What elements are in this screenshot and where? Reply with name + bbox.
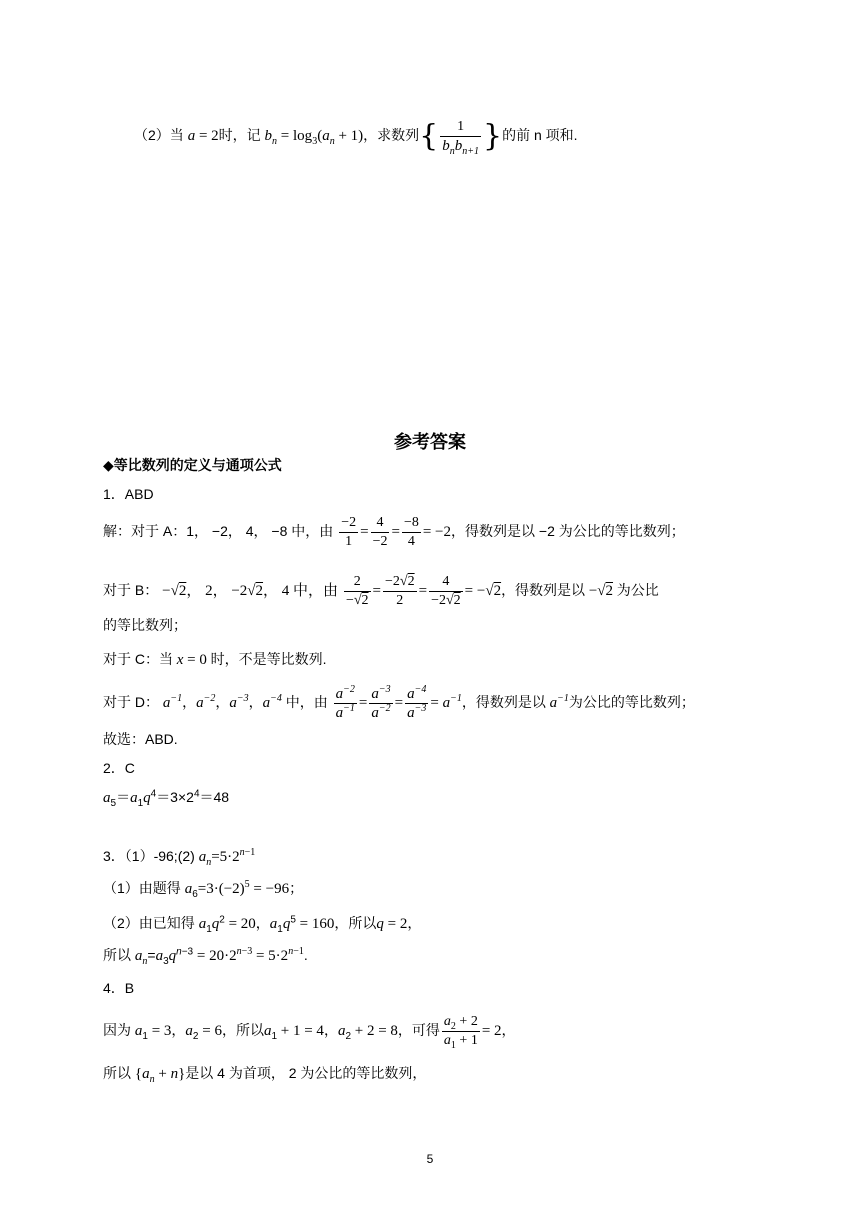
a1-d-label: 对于 D：: [103, 694, 159, 711]
a3-p3-label: 所以: [103, 947, 131, 963]
a2-formula: $a_5=a_1q^4=3\times 2^4=48$: [103, 788, 230, 809]
a4-p1-label: 因为: [103, 1022, 131, 1039]
section-heading: ◆等比数列的定义与通项公式: [103, 457, 282, 473]
a1-c-tail: 时，不是等比数列.: [210, 651, 327, 667]
a1-c-label: 对于 C：当: [103, 651, 173, 667]
a1-part-a: 解：对于 A：1， −2， 4， −8 中，由 $\frac{-2}{1}$ = $\frac{4}{-2}$ = $\frac{-8}{4}$ = −2，得数列是以 −2 为公比的等比数列；: [103, 515, 685, 549]
a4-p1-mid: ，可得: [397, 1022, 440, 1039]
a1-a-label: 解：对于 A：1， −2， 4， −8 中，由: [103, 523, 334, 540]
a1-part-d: 对于 D： $a^{-1}$，$a^{-2}$，$a^{-3}$，$a^{-4}$ 中，由 $\frac{a^{-2}}{a^{-1}}$ = $\frac{a^{-3}}{a^{-2}}$ = $\frac{a^{-4}}{a^{-3}}$ = $a^{-1}$，得数列是以 $a^{-1}$为公比的等比数列；: [103, 684, 695, 721]
question-2: （2）当 a = 2时，记 $b_n = \log_3(a_n + 1)$，求数列{ $\frac{1}{b_nb_{n+1}}$ }的前 n 项和.: [134, 118, 578, 157]
q2-text2: ，求数列: [363, 127, 420, 144]
a1-part-b-cont: 的等比数列；: [103, 617, 187, 633]
a1-a-result: ，得数列是以 −2 为公比的等比数列；: [451, 523, 685, 540]
a3-part-3: 所以 $a_n=a_3q^{n-3} = 20\cdot 2^{n-3} = 5\cdot 2^{n-1}$.: [103, 946, 308, 967]
a3-head: 3．（1）-96;(2) $a_n=5\cdot 2^{n-1}$: [103, 847, 256, 868]
a4-part-1: 因为 $a_1 = 3$，$a_2 = 6$，所以$a_1 + 1 = 4$，$a_2 + 2 = 8$，可得 $\frac{a_2 + 2}{a_1 + 1}$ = 2，: [103, 1014, 516, 1051]
page-number: 5: [426, 1152, 434, 1166]
q2-formula: $b_n$: [264, 128, 278, 148]
a3-p1-label: （1）由题得: [103, 880, 181, 896]
a3-part-1: （1）由题得 $a_6=3\cdot(-2)^5 = -96$；: [103, 879, 304, 900]
a4-head: 4．B: [103, 980, 135, 996]
answer-title: 参考答案: [394, 432, 466, 452]
a1-b-result: ，得数列是以: [501, 582, 586, 599]
a1-part-c: 对于 C：当 x = 0 时，不是等比数列.: [103, 651, 327, 668]
a4-p2-tail: 是以 4 为首项， 2 为公比的等比数列，: [185, 1065, 427, 1081]
q2-text1: 时，记: [218, 127, 261, 144]
a1-head: 1．ABD: [103, 486, 154, 502]
a3-part-2: （2）由已知得 $a_1q^2 = 20$，$a_1q^5 = 160$，所以q = 2，: [103, 914, 422, 935]
a3-p2-label: （2）由已知得: [103, 915, 195, 931]
a1-d-tail: 为公比的等比数列；: [568, 694, 695, 711]
a4-part-2: 所以 $\{a_n + n\}$是以 4 为首项， 2 为公比的等比数列，: [103, 1065, 427, 1085]
a1-d-result: ，得数列是以: [461, 694, 546, 711]
q2-fraction: $\frac{1}{b_nb_{n+1}}$: [442, 119, 479, 157]
q2-condition: a: [187, 128, 196, 145]
q2-label: （2）当: [134, 127, 184, 144]
a3-p2-mid: ，所以: [334, 915, 377, 931]
a1-part-b: 对于 B： −√2， 2， −2√2， 4 中，由 $\frac{2}{-√2}$ = $\frac{-2√2}{2}$ = $\frac{4}{-2√2}$ = −√2，得数列是以 −√2 为公比: [103, 574, 659, 608]
a2-head: 2．C: [103, 760, 135, 776]
a1-b-tail: 为公比: [616, 582, 659, 599]
q2-text3: 的前 n 项和.: [502, 127, 578, 144]
a1-conclusion: 故选：ABD.: [103, 731, 178, 747]
a3-head-text: 3．（1）-96;(2): [103, 848, 195, 864]
a1-b-label: 对于 B：: [103, 582, 159, 599]
a4-p2-label: 所以: [103, 1065, 131, 1081]
